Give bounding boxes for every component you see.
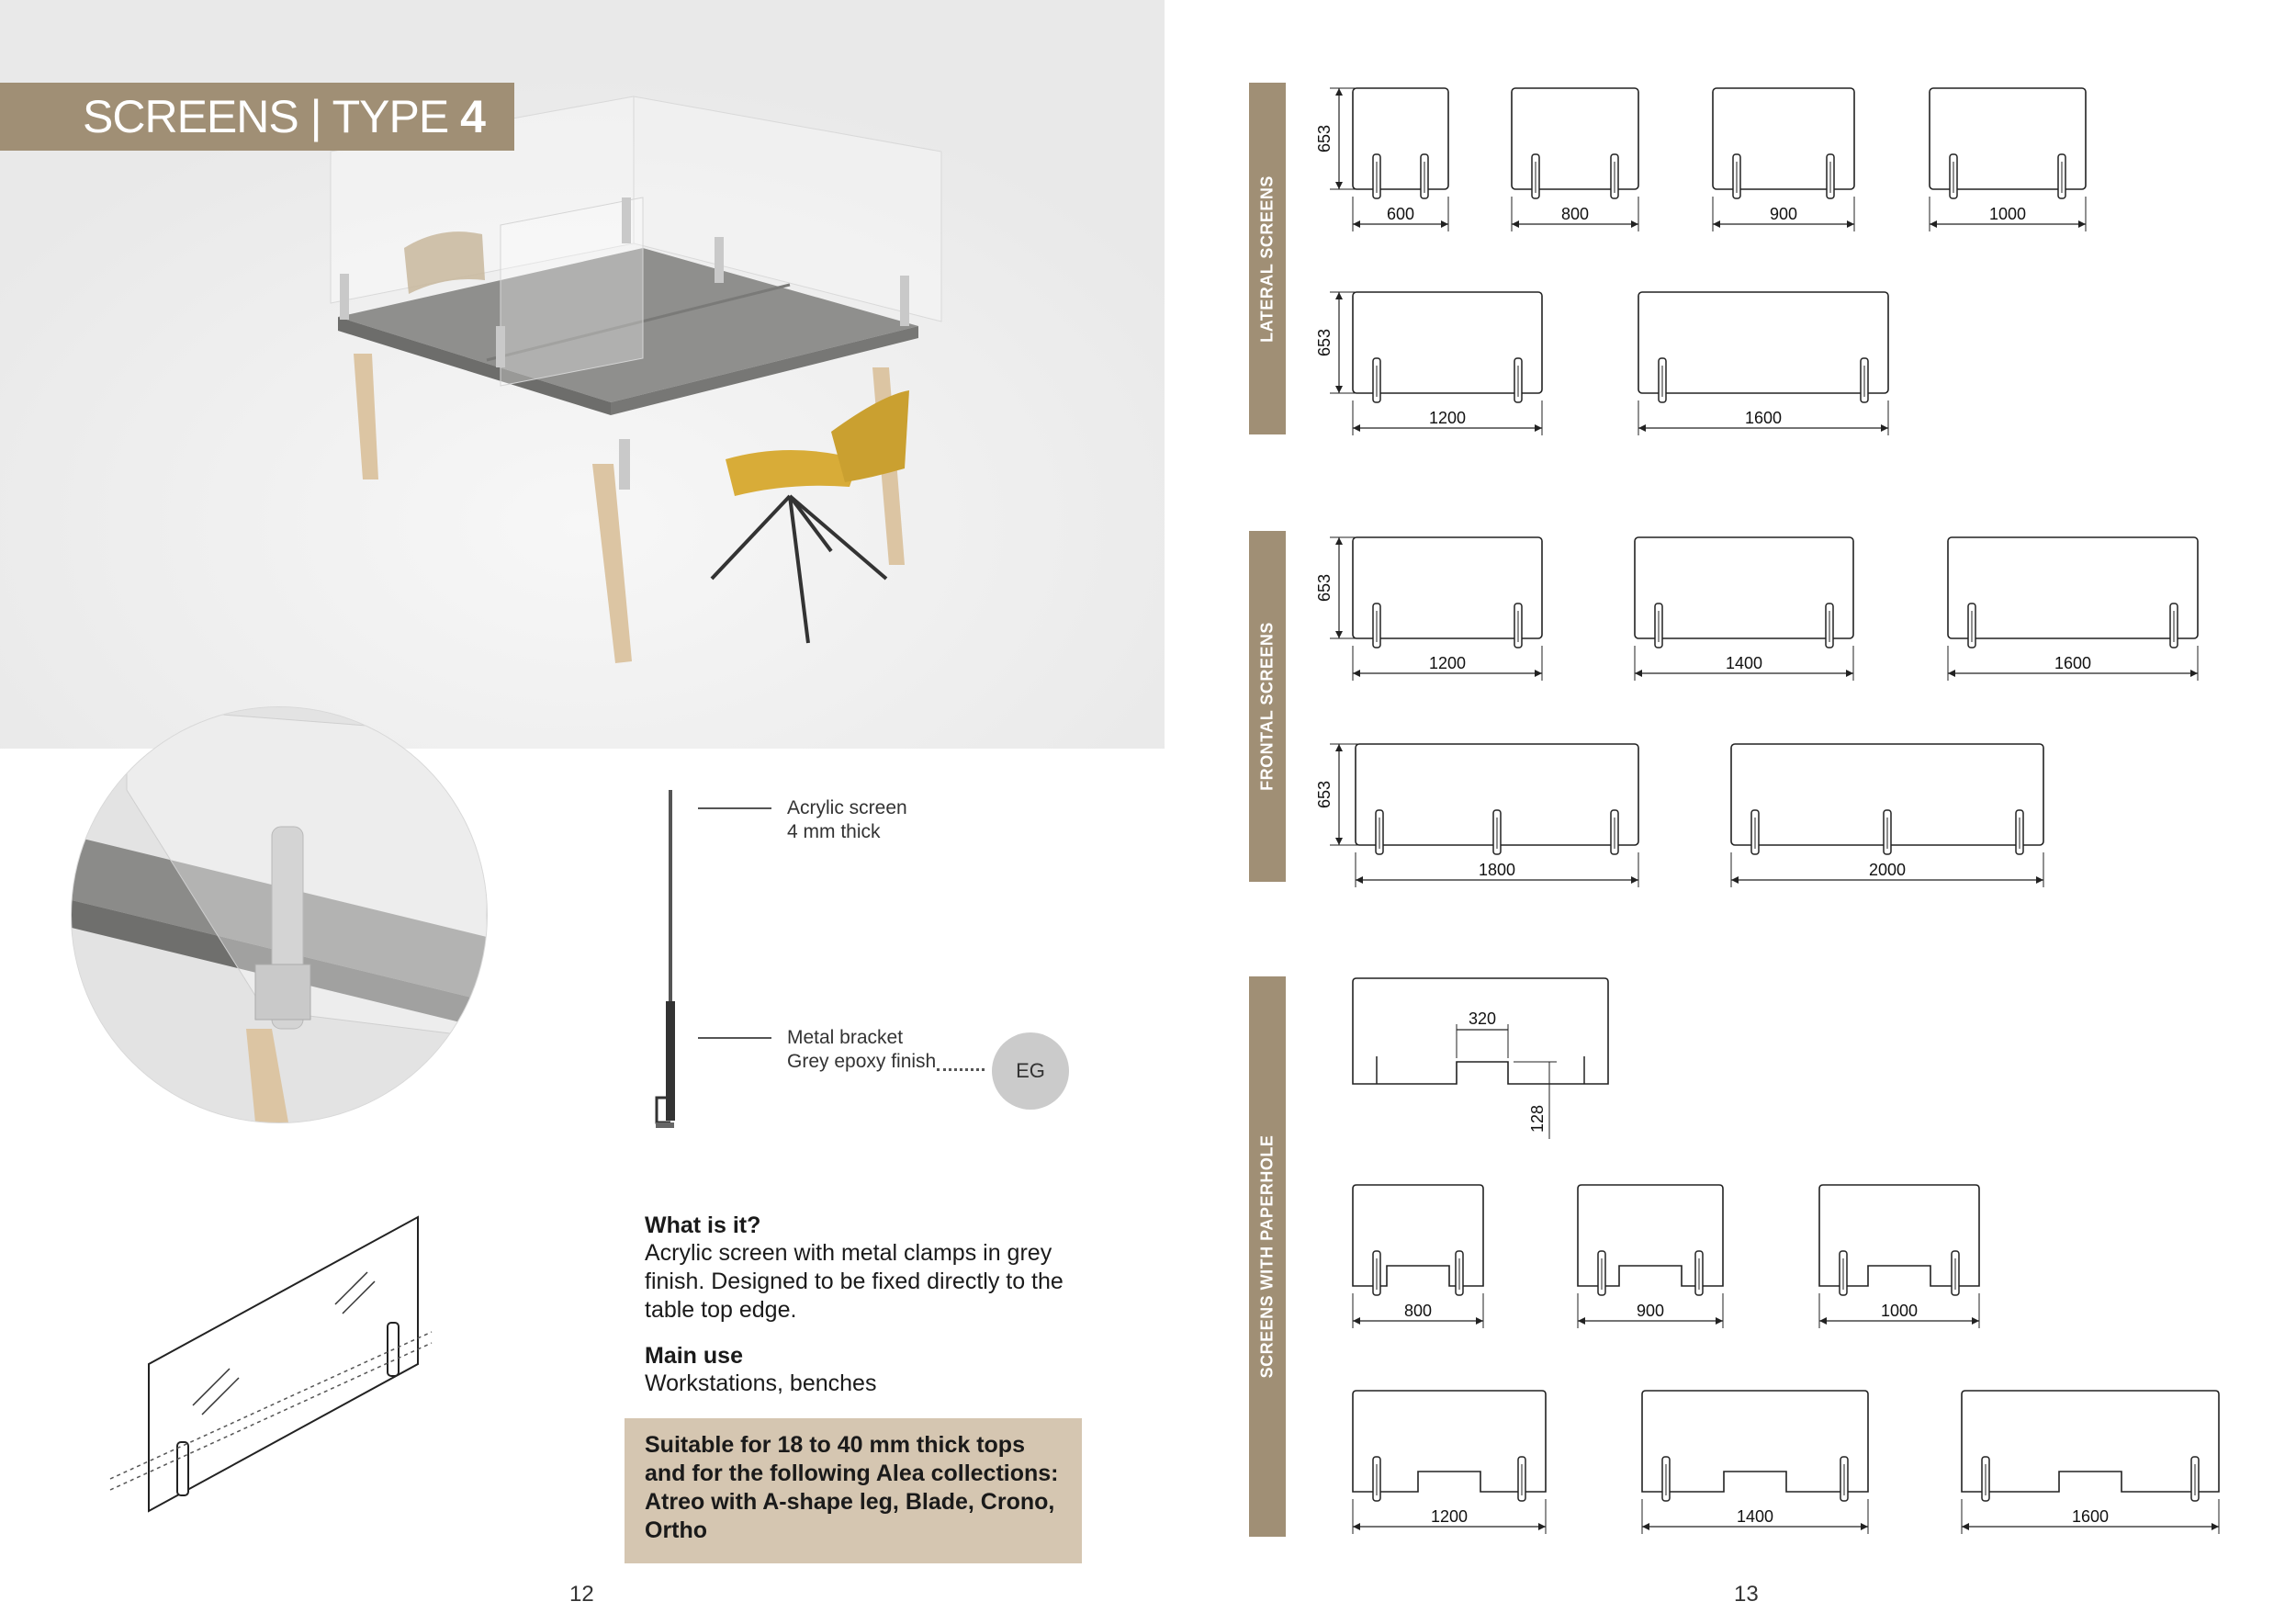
use-text: Workstations, benches	[645, 1370, 877, 1396]
height-dim-frontal-1-value: 653	[1315, 573, 1334, 603]
finish-swatch: EG	[992, 1032, 1069, 1110]
section-label-frontal: FRONTAL SCREENS	[1257, 622, 1277, 791]
frontal-screen-2000	[1731, 744, 2043, 887]
lateral-screen-1600	[1638, 292, 1888, 435]
callout-acrylic-line2: 4 mm thick	[787, 821, 881, 842]
paperhole-screen-900	[1578, 1185, 1723, 1328]
frontal-screen-1800	[1356, 744, 1638, 887]
height-dim-lateral-2-value: 653	[1315, 328, 1334, 357]
paperhole-detail	[1353, 978, 1608, 1139]
lateral-screen-800-width: 800	[1560, 205, 1590, 223]
section-label-lateral: LATERAL SCREENS	[1257, 175, 1277, 343]
title-prefix: SCREENS | TYPE	[83, 91, 461, 142]
paperhole-depth-label: 128	[1528, 1104, 1547, 1133]
what-heading: What is it?	[645, 1212, 761, 1238]
paperhole-screen-1400	[1642, 1391, 1868, 1534]
lateral-screen-800	[1512, 88, 1638, 231]
lateral-screen-1000	[1930, 88, 2086, 231]
page-number-right: 13	[1734, 1582, 1759, 1607]
what-text: Acrylic screen with metal clamps in grey finish. Designed to be fixed directly to the table top edge.	[645, 1240, 1064, 1323]
lateral-screen-1600-width: 1600	[1744, 409, 1783, 427]
paperhole-screen-1200	[1353, 1391, 1546, 1534]
lateral-screen-900-width: 900	[1769, 205, 1798, 223]
use-heading: Main use	[645, 1343, 743, 1369]
frontal-screen-1400-width: 1400	[1725, 654, 1763, 672]
title-number: 4	[460, 91, 485, 142]
frontal-screen-1600-width: 1600	[2054, 654, 2092, 672]
frontal-screen-1200	[1353, 537, 1542, 681]
paperhole-screen-800-width: 800	[1403, 1302, 1433, 1320]
paperhole-screen-1400-width: 1400	[1736, 1507, 1774, 1526]
lateral-screen-600	[1353, 88, 1448, 231]
paperhole-screen-1200-width: 1200	[1430, 1507, 1469, 1526]
frontal-screen-1800-width: 1800	[1478, 861, 1516, 879]
frontal-screen-2000-width: 2000	[1868, 861, 1907, 879]
paperhole-screen-1000-width: 1000	[1880, 1302, 1919, 1320]
lateral-screen-1000-width: 1000	[1988, 205, 2027, 223]
callout-acrylic-line1: Acrylic screen	[787, 797, 907, 818]
frontal-screen-1600	[1948, 537, 2198, 681]
callout-bracket-line1: Metal bracket	[787, 1027, 904, 1048]
lateral-screen-900	[1713, 88, 1854, 231]
paperhole-screen-800	[1353, 1185, 1483, 1328]
callout-bracket-line2: Grey epoxy finish	[787, 1051, 937, 1072]
height-dim-frontal-2	[1315, 744, 1359, 845]
height-dim-frontal-2-value: 653	[1315, 780, 1334, 809]
section-label-paperhole: SCREENS WITH PAPERHOLE	[1257, 1134, 1277, 1379]
suitable-box: Suitable for 18 to 40 mm thick tops and for the following Alea collections: Atreo with A-shape leg, Blade, Crono, Ortho	[625, 1418, 1082, 1563]
paperhole-screen-1600	[1962, 1391, 2219, 1534]
lateral-screen-1200-width: 1200	[1428, 409, 1467, 427]
paperhole-screen-1000	[1819, 1185, 1979, 1328]
frontal-screen-1400	[1635, 537, 1853, 681]
lateral-screen-1200	[1353, 292, 1542, 435]
frontal-screen-1200-width: 1200	[1428, 654, 1467, 672]
paperhole-screen-1600-width: 1600	[2071, 1507, 2110, 1526]
paperhole-screen-900-width: 900	[1636, 1302, 1665, 1320]
page-number-left: 12	[569, 1582, 594, 1607]
paperhole-width-label: 320	[1468, 1009, 1497, 1028]
lateral-screen-600-width: 600	[1386, 205, 1415, 223]
height-dim-lateral-1-value: 653	[1315, 124, 1334, 153]
